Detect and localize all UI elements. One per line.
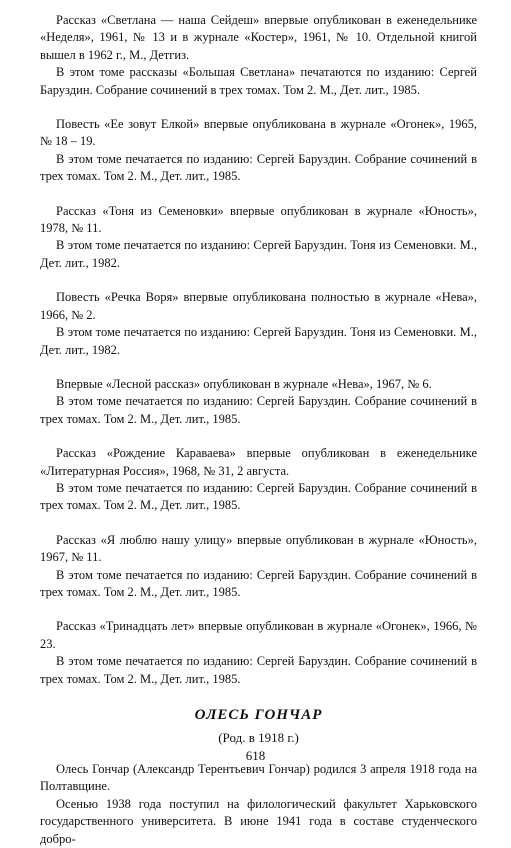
author-birth-year: (Род. в 1918 г.)	[218, 730, 299, 745]
author-heading: ОЛЕСЬ ГОНЧАР	[194, 707, 323, 723]
edition-note: В этом томе печатается по изданию: Сергей Баруздин. Собрание сочинений в трех томах. Том 2. М., Дет. лит., 1985.	[40, 151, 477, 184]
edition-note: В этом томе печатается по изданию: Сергей Баруздин. Тоня из Семеновки. М., Дет. лит., 1982.	[40, 325, 477, 357]
publication-note: Рассказ «Светлана — наша Сейдеш» впервые опубликован в еженедельнике «Неделя», 1961, № 13 и в журнале «Костер», 1961, № 10. Отдельной книгой вышел в 1962 г., М., Детгиз.	[40, 13, 477, 62]
note-entry	[40, 445, 477, 515]
publication-note: Повесть «Речка Воря» впервые опубликована полностью в журнале «Нева», 1966, № 2.	[40, 290, 477, 322]
publication-note: Рассказ «Я люблю нашу улицу» впервые опубликован в журнале «Юность», 1967, № 11.	[40, 532, 477, 565]
edition-note: В этом томе печатается по изданию: Сергей Баруздин. Собрание сочинений в трех томах. Том 2. М., Дет. лит., 1985.	[40, 654, 477, 686]
publication-note: Повесть «Ее зовут Елкой» впервые опубликована в журнале «Огонек», 1965, № 18 – 19.	[40, 117, 477, 149]
note-entry	[40, 376, 477, 428]
edition-note: В этом томе печатается по изданию: Сергей Баруздин. Собрание сочинений в трех томах. Том 2. М., Дет. лит., 1985.	[40, 394, 477, 426]
publication-note: Впервые «Лесной рассказ» опубликован в журнале «Нева», 1967, № 6.	[56, 376, 432, 391]
edition-note: В этом томе рассказы «Большая Светлана» печатаются по изданию: Сергей Баруздин. Собрание сочинений в трех томах. Том 2. М., Дет. лит., 1985.	[40, 65, 477, 97]
publication-note: Рассказ «Тринадцать лет» впервые опубликован в журнале «Огонек», 1966, № 23.	[40, 619, 477, 651]
note-entry	[40, 203, 477, 273]
note-entry	[40, 289, 477, 359]
note-entry	[40, 116, 477, 186]
page-content	[40, 12, 477, 848]
publication-note: Рассказ «Рождение Караваева» впервые опубликован в еженедельнике «Литературная Россия», 1968, № 31, 2 августа.	[40, 446, 477, 478]
edition-note: В этом томе печатается по изданию: Сергей Баруздин. Собрание сочинений в трех томах. Том 2. М., Дет. лит., 1985.	[40, 480, 477, 513]
note-entry	[40, 532, 477, 602]
bio-paragraph: Олесь Гончар (Александр Терентьевич Гончар) родился 3 апреля 1918 года на Полтавщине.	[40, 762, 477, 794]
edition-note: В этом томе печатается по изданию: Сергей Баруздин. Тоня из Семеновки. М., Дет. лит., 1982.	[40, 238, 477, 270]
note-entry	[40, 12, 477, 99]
edition-note: В этом томе печатается по изданию: Сергей Баруздин. Собрание сочинений в трех томах. Том 2. М., Дет. лит., 1985.	[40, 567, 477, 599]
publication-note: Рассказ «Тоня из Семеновки» впервые опубликован в журнале «Юность», 1978, № 11.	[40, 203, 477, 236]
bio-paragraph: Осенью 1938 года поступил на филологический факультет Харьковского государственного университета. В июне 1941 года в составе студенческого добро-	[40, 796, 477, 846]
note-entry	[40, 618, 477, 688]
page-number: 618	[245, 748, 266, 763]
